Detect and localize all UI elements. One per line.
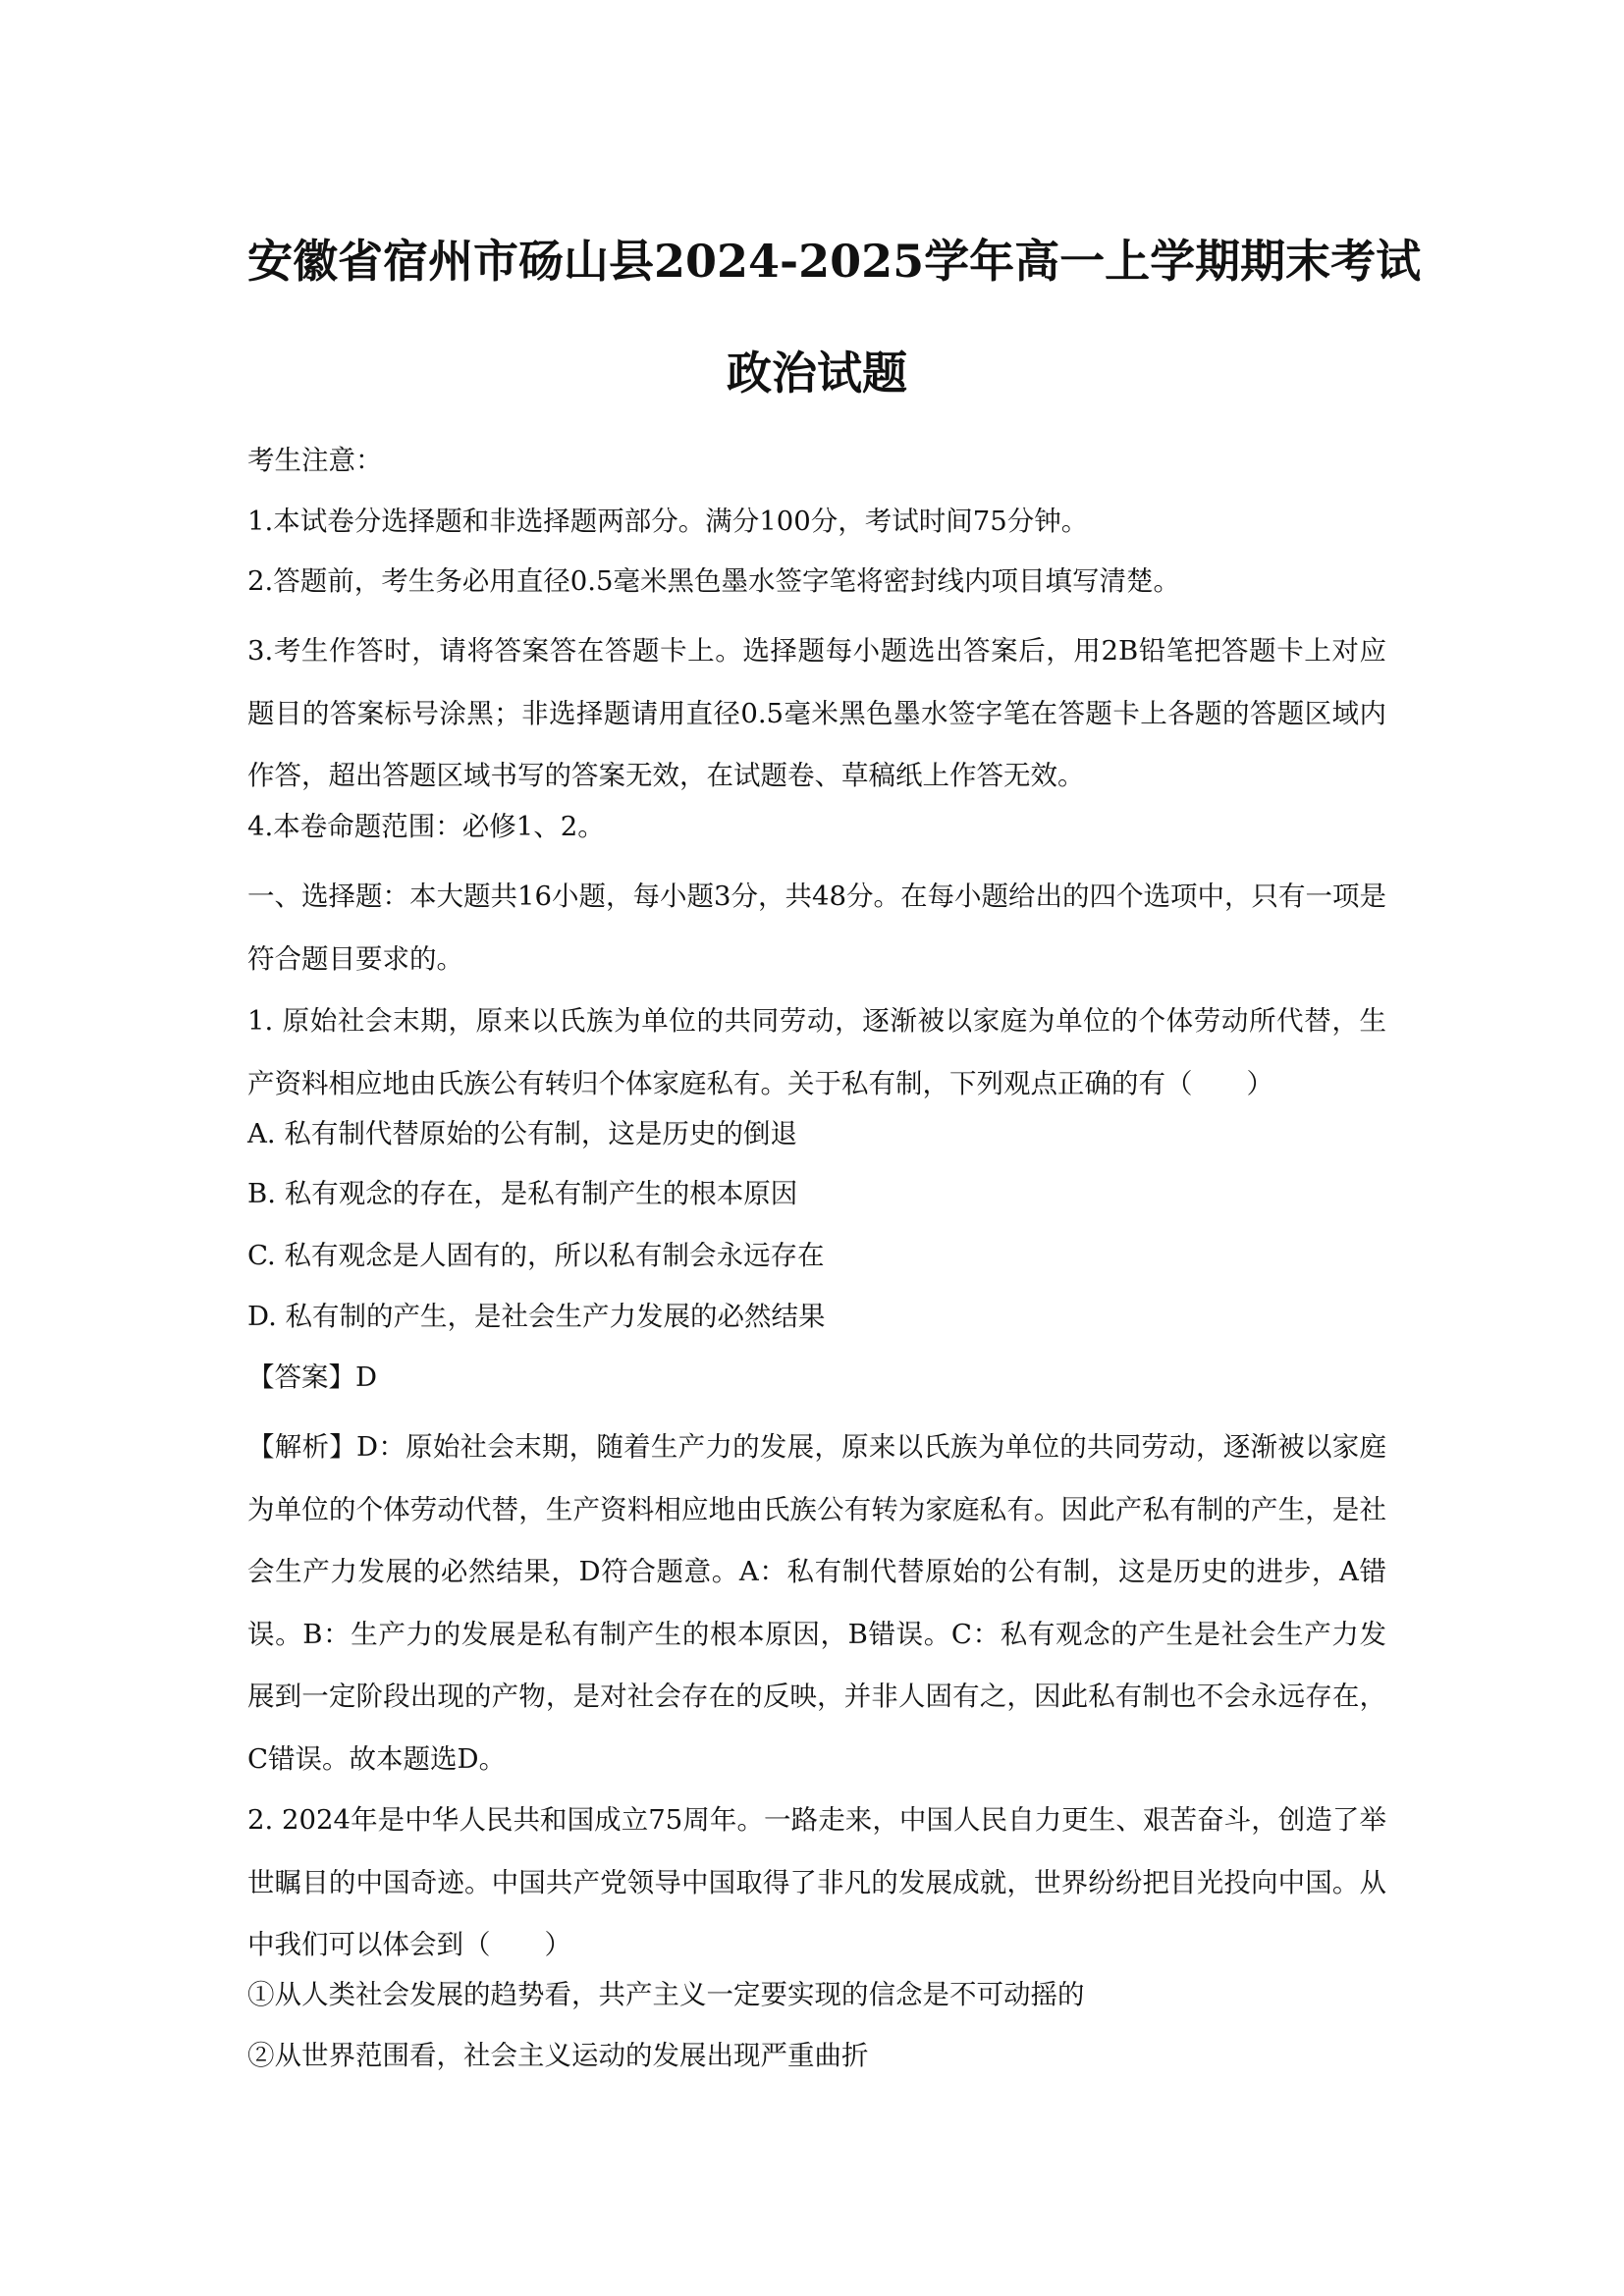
question-1-option-a: A. 私有制代替原始的公有制，这是历史的倒退 [247,1118,797,1149]
question-1-stem: 1. 原始社会末期，原来以氏族为单位的共同劳动，逐渐被以家庭为单位的个体劳动所代替，生产资料相应地由氏族公有转归个体家庭私有。关于私有制，下列观点正确的有（ ） [247,1005,1386,1099]
notice-heading: 考生注意： [247,445,383,476]
question-1-option-b: B. 私有观念的存在，是私有制产生的根本原因 [247,1178,798,1209]
question-2-stem: 2. 2024年是中华人民共和国成立75周年。一路走来，中国人民自力更生、艰苦奋斗，创造了举世瞩目的中国奇迹。中国共产党领导中国取得了非凡的发展成就，世界纷纷把目光投向中国。从中我们可以体会到（ ） [247,1804,1386,1960]
question-1-answer: 【答案】D [247,1362,378,1393]
section-heading: 一、选择题：本大题共16小题，每小题3分，共48分。在每小题给出的四个选项中，只有一项是符合题目要求的。 [247,881,1386,975]
notice-item-3: 3.考生作答时，请将答案答在答题卡上。选择题每小题选出答案后，用2B铅笔把答题卡上对应题目的答案标号涂黑；非选择题请用直径0.5毫米黑色墨水签字笔在答题卡上各题的答题区域内作答，超出答题区域书写的答案无效，在试题卷、草稿纸上作答无效。 [247,635,1386,791]
question-2-item-2: ②从世界范围看，社会主义运动的发展出现严重曲折 [247,2040,869,2071]
notice-item-1: 1.本试卷分选择题和非选择题两部分。满分100分，考试时间75分钟。 [247,506,1089,537]
page-title: 安徽省宿州市砀山县2024-2025学年高一上学期期末考试 [247,235,1422,288]
notice-item-2: 2.答题前，考生务必用直径0.5毫米黑色墨水签字笔将密封线内项目填写清楚。 [247,565,1180,597]
question-2-item-1: ①从人类社会发展的趋势看，共产主义一定要实现的信念是不可动摇的 [247,1979,1085,2010]
page-subtitle: 政治试题 [727,347,907,400]
question-1-option-c: C. 私有观念是人固有的，所以私有制会永远存在 [247,1240,825,1271]
notice-item-4: 4.本卷命题范围：必修1、2。 [247,811,605,842]
question-1-analysis: 【解析】D：原始社会末期，随着生产力的发展，原来以氏族为单位的共同劳动，逐渐被以家庭为单位的个体劳动代替，生产资料相应地由氏族公有转为家庭私有。因此产私有制的产生，是社会生产力发展的必然结果，D符合题意。A：私有制代替原始的公有制，这是历史的进步，A错误。B：生产力的发展是私有制产生的根本原因，B错误。C：私有观念的产生是社会生产力发展到一定阶段出现的产物，是对社会存在的反映，并非人固有之，因此私有制也不会永远存在，C错误。故本题选D。 [247,1431,1386,1775]
question-1-option-d: D. 私有制的产生，是社会生产力发展的必然结果 [247,1301,826,1332]
